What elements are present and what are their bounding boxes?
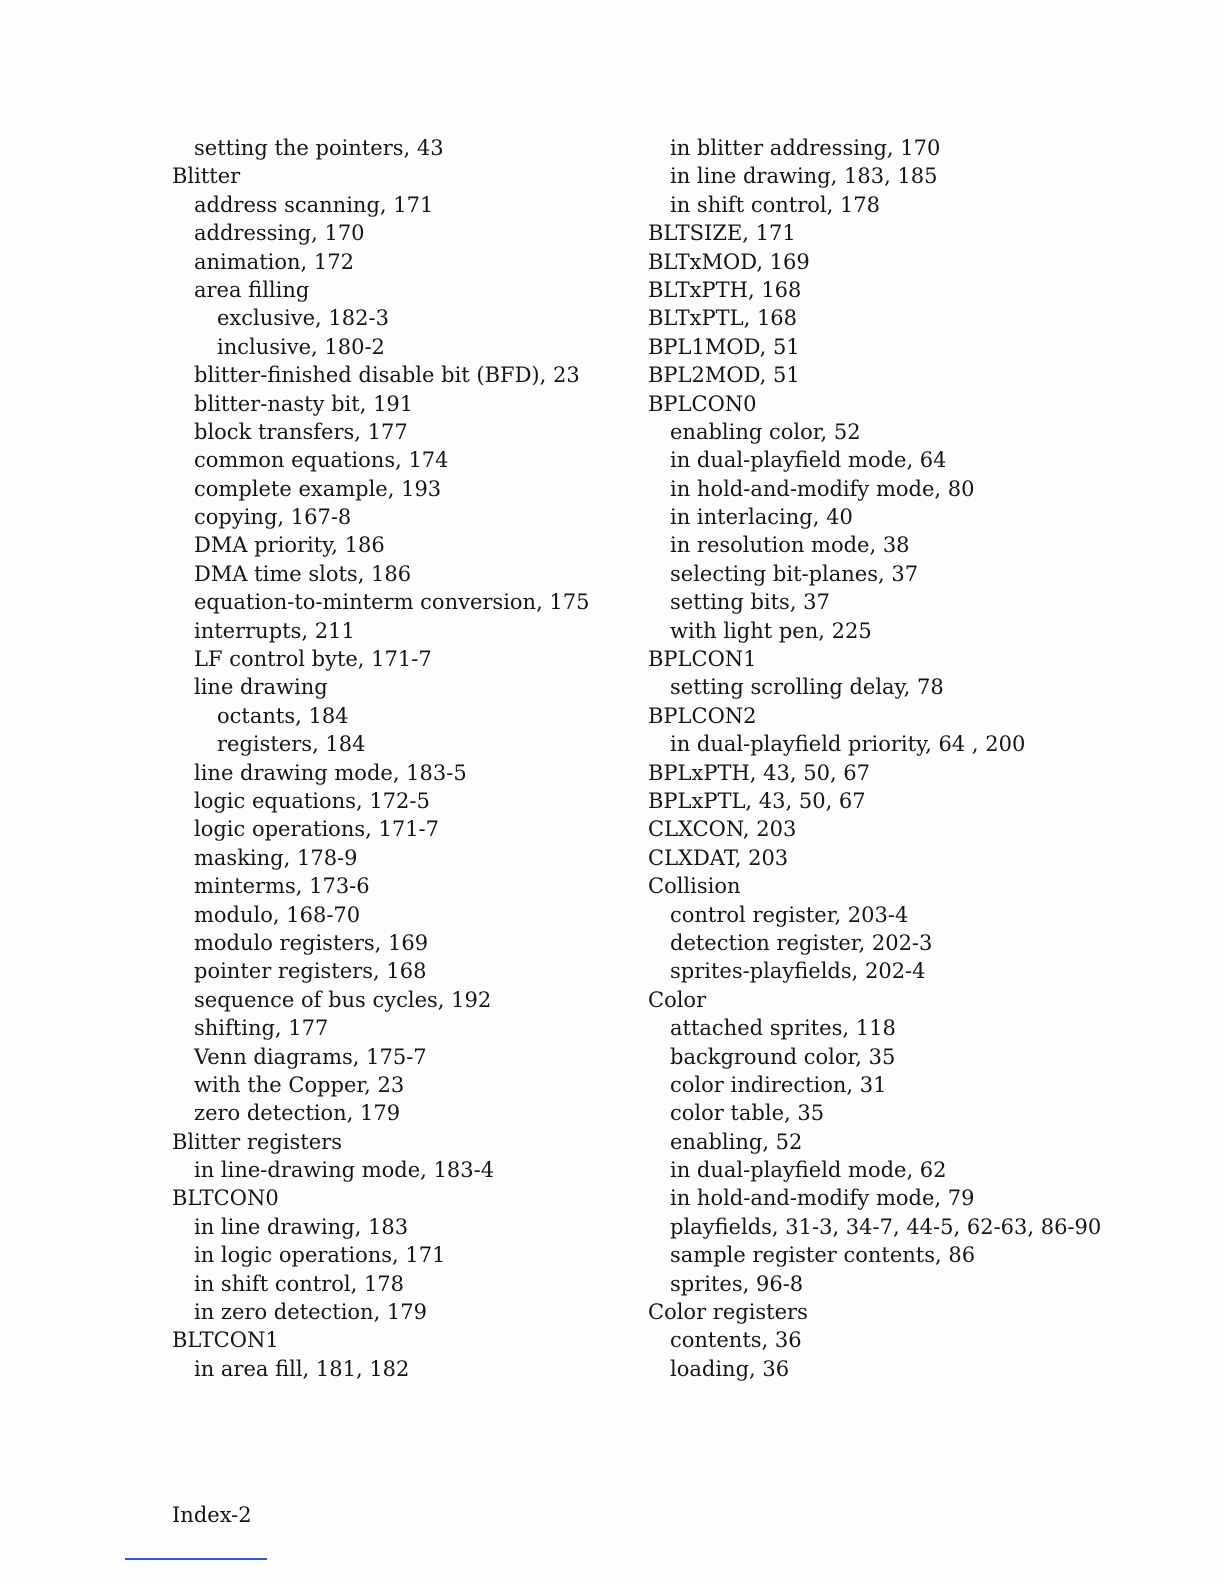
- index-subentry: sprites-playfields, 202-4: [670, 959, 926, 984]
- index-heading: CLXDAT, 203: [648, 845, 789, 870]
- index-subentry: modulo registers, 169: [194, 930, 429, 955]
- index-subentry: area filling: [194, 277, 310, 302]
- index-subentry: color indirection, 31: [670, 1072, 887, 1097]
- index-subentry: color table, 35: [670, 1101, 825, 1126]
- index-subentry: in hold-and-modify mode, 80: [670, 476, 975, 501]
- index-heading: Color registers: [648, 1300, 808, 1325]
- index-subentry: contents, 36: [670, 1328, 802, 1353]
- index-subentry: minterms, 173-6: [194, 874, 370, 899]
- index-heading: CLXCON, 203: [648, 817, 797, 842]
- index-subentry: setting scrolling delay, 78: [670, 675, 944, 700]
- index-subentry: setting the pointers, 43: [194, 136, 444, 160]
- footer-rule: [125, 1558, 267, 1560]
- index-subentry: logic operations, 171-7: [194, 817, 440, 842]
- index-subentry: in resolution mode, 38: [670, 533, 910, 558]
- index-subentry: in dual-playfield mode, 64: [670, 448, 947, 473]
- index-heading: BPLxPTL, 43, 50, 67: [648, 788, 866, 813]
- index-subentry: registers, 184: [217, 732, 366, 757]
- index-heading: BLTxMOD, 169: [648, 249, 810, 274]
- index-subentry: loading, 36: [670, 1356, 790, 1381]
- index-heading: BPL1MOD, 51: [648, 334, 800, 359]
- index-subentry: shifting, 177: [194, 1016, 329, 1041]
- index-subentry: blitter-nasty bit, 191: [194, 391, 414, 416]
- index-heading: Color: [648, 987, 707, 1012]
- index-subentry: LF control byte, 171-7: [194, 647, 432, 672]
- page-label: Index-2: [172, 1503, 252, 1527]
- index-subentry: in blitter addressing, 170: [670, 136, 941, 160]
- index-subentry: sprites, 96-8: [670, 1271, 804, 1296]
- index-subentry: pointer registers, 168: [194, 959, 427, 984]
- index-subentry: modulo, 168-70: [194, 902, 361, 927]
- index-subentry: DMA time slots, 186: [194, 561, 412, 586]
- index-subentry: control register, 203-4: [670, 902, 909, 927]
- index-subentry: blitter-finished disable bit (BFD), 23: [194, 363, 580, 388]
- index-subentry: in line-drawing mode, 183-4: [194, 1158, 495, 1183]
- index-subentry: in zero detection, 179: [194, 1300, 428, 1325]
- index-heading: BPLxPTH, 43, 50, 67: [648, 760, 871, 785]
- index-subentry: sample register contents, 86: [670, 1243, 976, 1268]
- index-subentry: in shift control, 178: [670, 192, 881, 217]
- index-subentry: copying, 167-8: [194, 505, 352, 530]
- index-subentry: equation-to-minterm conversion, 175: [194, 590, 590, 615]
- index-heading: BPLCON1: [648, 647, 757, 672]
- index-subentry: address scanning, 171: [194, 192, 434, 217]
- index-subentry: masking, 178-9: [194, 845, 358, 870]
- index-heading: BLTCON1: [172, 1328, 279, 1353]
- index-subentry: DMA priority, 186: [194, 533, 385, 558]
- index-heading: BLTxPTH, 168: [648, 277, 802, 302]
- index-subentry: in shift control, 178: [194, 1271, 405, 1296]
- index-subentry: playfields, 31-3, 34-7, 44-5, 62-63, 86-90: [670, 1214, 1102, 1239]
- index-subentry: in line drawing, 183: [194, 1214, 409, 1239]
- index-heading: BPLCON2: [648, 703, 757, 728]
- index-heading: Blitter registers: [172, 1129, 342, 1154]
- index-subentry: zero detection, 179: [194, 1101, 401, 1126]
- index-subentry: animation, 172: [194, 249, 354, 274]
- index-subentry: block transfers, 177: [194, 419, 408, 444]
- index-subentry: exclusive, 182-3: [217, 306, 389, 331]
- index-subentry: in interlacing, 40: [670, 505, 853, 530]
- index-subentry: common equations, 174: [194, 448, 449, 473]
- index-heading: BPLCON0: [648, 391, 757, 416]
- index-subentry: in dual-playfield mode, 62: [670, 1158, 947, 1183]
- index-subentry: enabling, 52: [670, 1129, 803, 1154]
- index-subentry: attached sprites, 118: [670, 1016, 896, 1041]
- index-subentry: in hold-and-modify mode, 79: [670, 1186, 975, 1211]
- index-subentry: logic equations, 172-5: [194, 788, 430, 813]
- index-subentry: background color, 35: [670, 1044, 896, 1069]
- index-subentry: octants, 184: [217, 703, 349, 728]
- index-subentry: in line drawing, 183, 185: [670, 164, 938, 189]
- index-heading: BLTSIZE, 171: [648, 221, 796, 246]
- index-column-right: [648, 134, 1102, 1383]
- index-subentry: sequence of bus cycles, 192: [194, 987, 492, 1012]
- index-subentry: selecting bit-planes, 37: [670, 561, 919, 586]
- index-subentry: interrupts, 211: [194, 618, 355, 643]
- index-subentry: in logic operations, 171: [194, 1243, 446, 1268]
- index-heading: BPL2MOD, 51: [648, 363, 800, 388]
- index-subentry: line drawing mode, 183-5: [194, 760, 467, 785]
- index-subentry: with light pen, 225: [670, 618, 872, 643]
- index-column-left: [172, 134, 622, 1383]
- index-subentry: setting bits, 37: [670, 590, 830, 615]
- index-subentry: in dual-playfield priority, 64 , 200: [670, 732, 1026, 757]
- index-subentry: addressing, 170: [194, 221, 365, 246]
- index-heading: Blitter: [172, 164, 241, 189]
- index-heading: Collision: [648, 874, 741, 899]
- index-heading: BLTCON0: [172, 1186, 279, 1211]
- index-subentry: inclusive, 180-2: [217, 334, 385, 359]
- index-subentry: in area fill, 181, 182: [194, 1356, 410, 1381]
- index-subentry: detection register, 202-3: [670, 930, 933, 955]
- index-subentry: Venn diagrams, 175-7: [194, 1044, 427, 1069]
- index-subentry: complete example, 193: [194, 476, 442, 501]
- index-subentry: enabling color, 52: [670, 419, 861, 444]
- index-subentry: line drawing: [194, 675, 328, 700]
- index-subentry: with the Copper, 23: [194, 1072, 405, 1097]
- index-heading: BLTxPTL, 168: [648, 306, 798, 331]
